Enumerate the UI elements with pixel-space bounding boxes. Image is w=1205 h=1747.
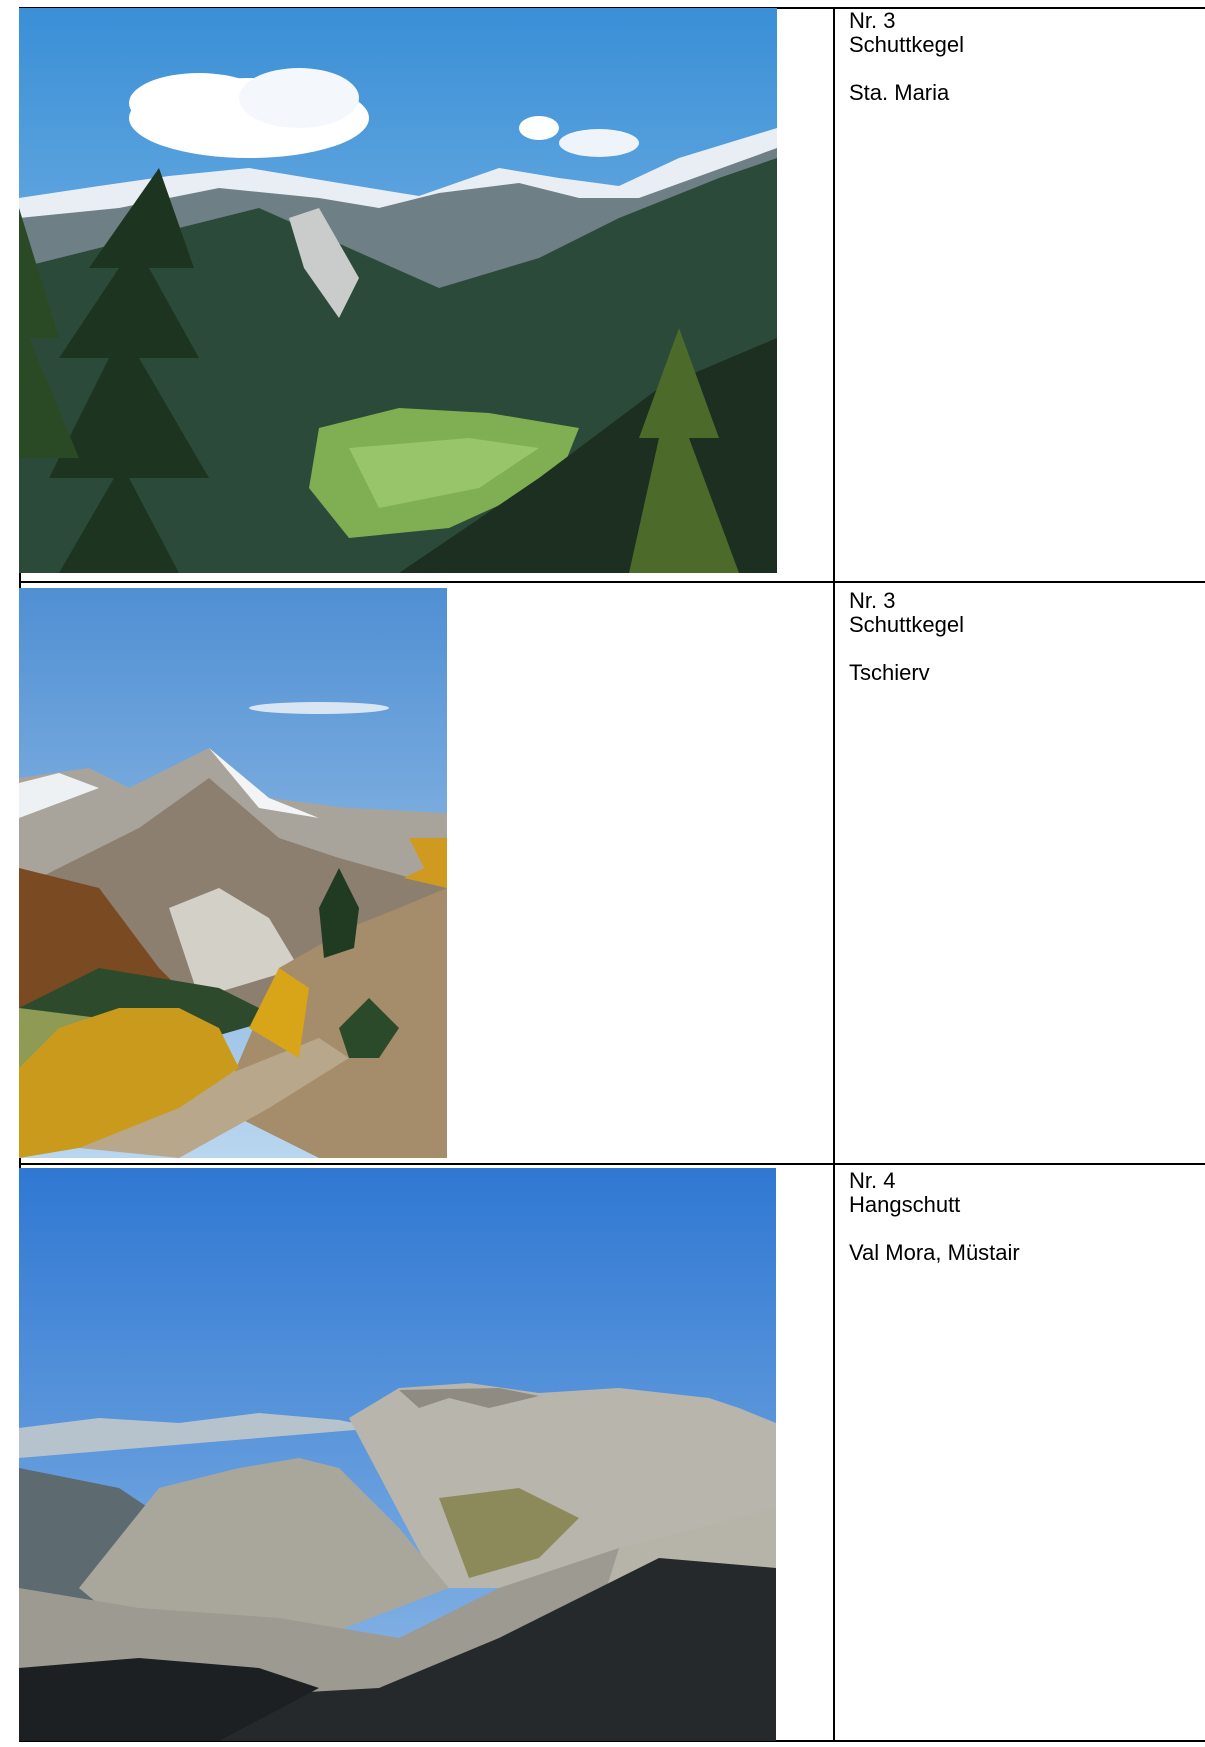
row-3-caption [849, 1169, 1020, 1265]
row-2-number: Nr. 3 [849, 588, 896, 613]
row-2-type: Schuttkegel [849, 612, 964, 637]
row-3-location: Val Mora, Müstair [849, 1240, 1020, 1265]
row-1-type: Schuttkegel [849, 32, 964, 57]
column-divider [833, 7, 835, 1742]
mountain-trail-photo [19, 588, 447, 1158]
row-3-number: Nr. 4 [849, 1168, 896, 1193]
row-3-type: Hangschutt [849, 1192, 961, 1217]
row-1-caption [849, 9, 964, 105]
row-2-location: Tschierv [849, 660, 930, 685]
row-2-caption [849, 589, 964, 685]
valley-landscape-photo [19, 8, 777, 573]
row-divider [19, 1163, 1205, 1165]
row-divider [19, 581, 1205, 583]
row-1-number: Nr. 3 [849, 8, 896, 33]
scree-slope-photo [19, 1168, 776, 1741]
row-1-location: Sta. Maria [849, 80, 950, 105]
